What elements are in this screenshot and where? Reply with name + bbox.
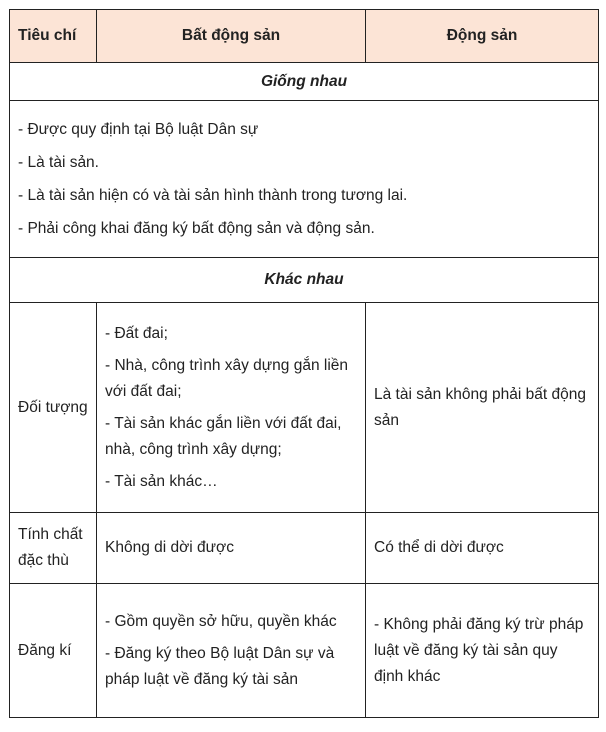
header-real-estate: Bất động sản xyxy=(97,10,366,63)
criterion-cell: Đăng kí xyxy=(10,584,97,718)
list-item: - Tài sản khác… xyxy=(105,472,218,490)
header-row xyxy=(10,10,599,63)
similar-list xyxy=(10,101,599,258)
movable-cell: Là tài sản không phải bất động sản xyxy=(366,303,599,513)
movable-cell: Có thể di dời được xyxy=(366,513,599,584)
real-estate-cell xyxy=(97,303,366,513)
list-item: - Là tài sản hiện có và tài sản hình thành trong tương lai. xyxy=(18,186,408,204)
real-estate-cell: Không di dời được xyxy=(97,513,366,584)
list-item: - Đất đai; xyxy=(105,324,168,342)
header-criterion: Tiêu chí xyxy=(10,10,97,63)
comparison-table xyxy=(9,9,599,718)
section-similar-title: Giống nhau xyxy=(10,63,599,101)
criterion-cell: Đối tượng xyxy=(10,303,97,513)
table-row xyxy=(10,303,599,513)
list-item: - Nhà, công trình xây dựng gắn liền với đất đai; xyxy=(105,356,349,400)
movable-cell: - Không phải đăng ký trừ pháp luật về đăng ký tài sản quy định khác xyxy=(366,584,599,718)
header-movable: Động sản xyxy=(366,10,599,63)
list-item: - Đăng ký theo Bộ luật Dân sự và pháp luật về đăng ký tài sản xyxy=(105,644,335,688)
list-item: - Gồm quyền sở hữu, quyền khác xyxy=(105,612,337,630)
table-row xyxy=(10,513,599,584)
table-row xyxy=(10,584,599,718)
list-item: - Là tài sản. xyxy=(18,153,99,171)
real-estate-cell xyxy=(97,584,366,718)
section-different-title: Khác nhau xyxy=(10,258,599,303)
list-item: - Được quy định tại Bộ luật Dân sự xyxy=(18,120,259,138)
list-item: - Phải công khai đăng ký bất động sản và động sản. xyxy=(18,219,375,237)
list-item: - Tài sản khác gắn liền với đất đai, nhà, công trình xây dựng; xyxy=(105,414,342,458)
criterion-cell: Tính chất đặc thù xyxy=(10,513,97,584)
